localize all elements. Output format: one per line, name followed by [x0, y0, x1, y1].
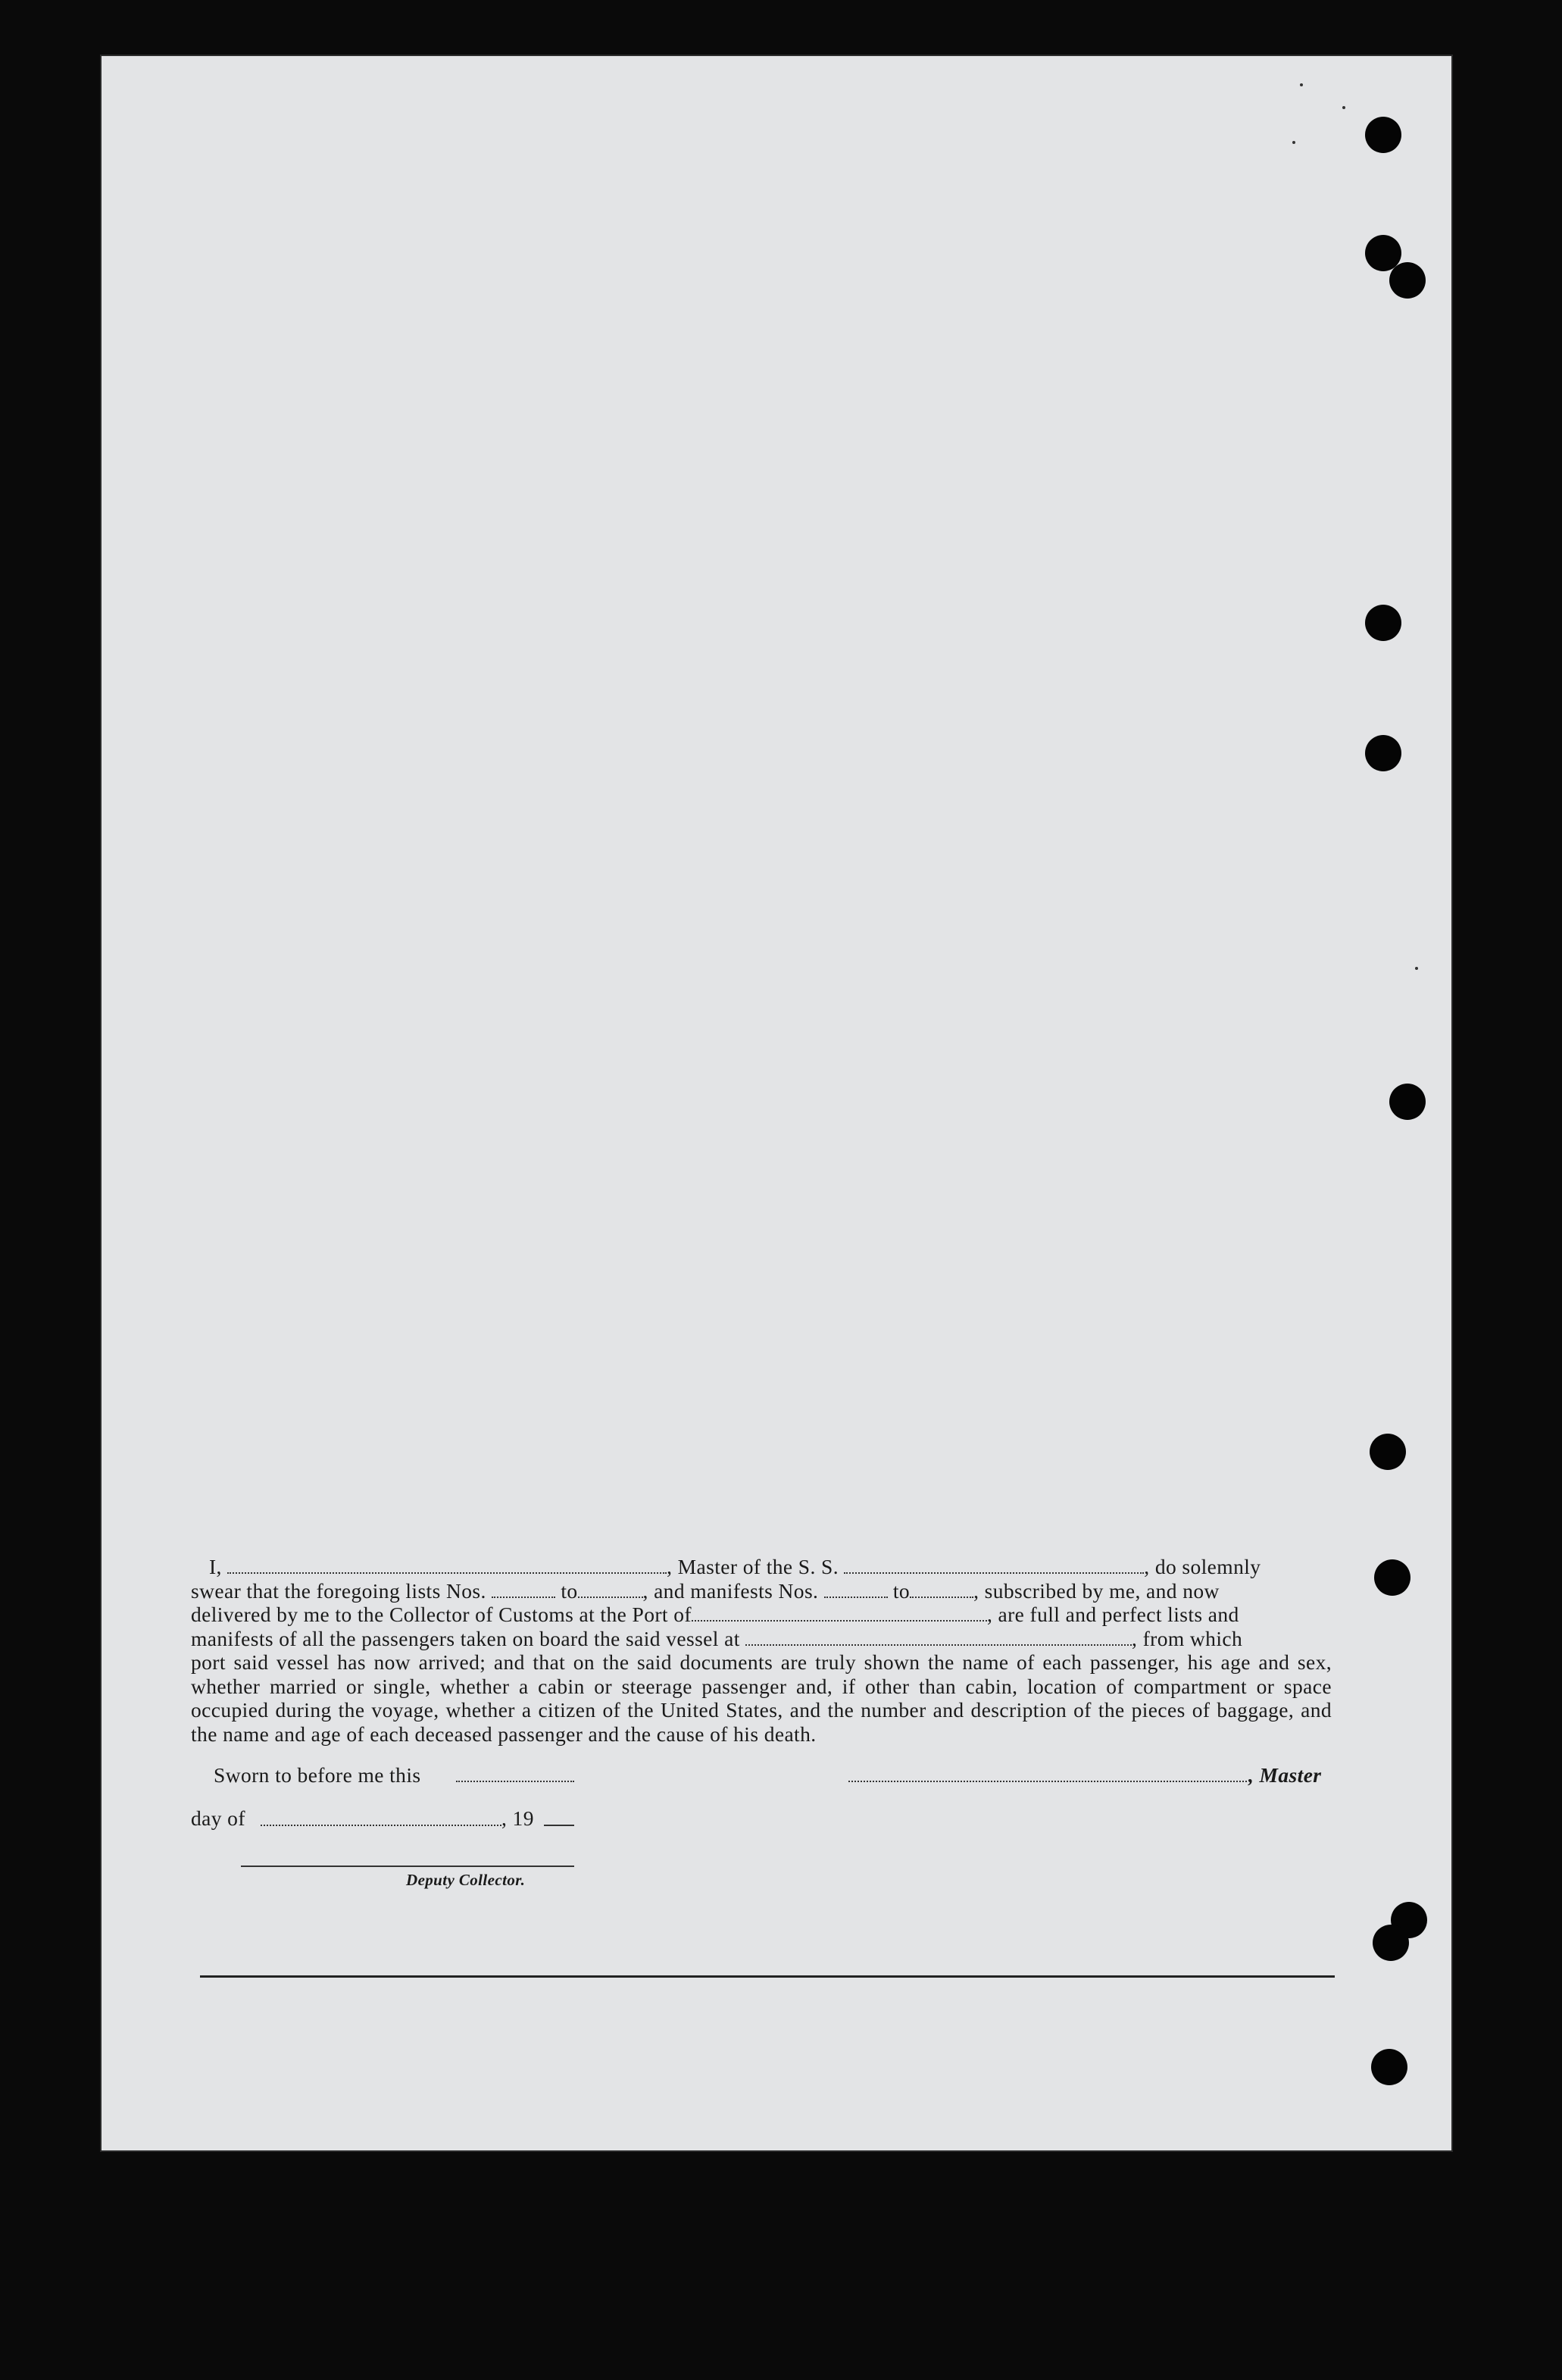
lists-to-field[interactable]	[578, 1581, 643, 1598]
to-text: to	[892, 1578, 911, 1603]
punch-hole	[1365, 117, 1401, 153]
delivered-text: delivered by me to the Collector of Customs at the Port of	[191, 1603, 692, 1626]
punch-hole	[1371, 2049, 1407, 2085]
oath-line-3	[191, 1603, 1332, 1627]
and-manifests-text: , and manifests Nos.	[642, 1578, 819, 1603]
master-of-ss-text: , Master of the S. S.	[667, 1555, 839, 1578]
solemnly-text: , do solemnly	[1144, 1555, 1261, 1578]
swear-text: swear that the foregoing lists Nos.	[191, 1578, 486, 1603]
manifests-text: manifests of all the passengers taken on board the said vessel at	[191, 1626, 740, 1650]
punch-hole	[1370, 1434, 1406, 1470]
sworn-day-field[interactable]	[456, 1781, 574, 1782]
deputy-collector-text: Deputy Collector.	[406, 1871, 526, 1889]
deputy-collector-label	[406, 1871, 525, 1890]
oath-body-text: port said vessel has now arrived; and that on the said documents are truly shown the name of each passenger, his age and sex, whether married or single, whether a cabin or steerage passenger and, if other than cabin, location of compartment or space occupied during the voyage, whether a citizen of the United States, and the number and description of the pieces of baggage, and the name and age of each deceased passenger and the cause of his death.	[191, 1650, 1332, 1746]
month-field[interactable]	[261, 1825, 501, 1826]
oath-line-1	[191, 1555, 1332, 1579]
port-field[interactable]	[692, 1605, 987, 1622]
oath-paragraph	[191, 1555, 1332, 1746]
subscribed-text: , subscribed by me, and now	[973, 1578, 1220, 1603]
master-name-field[interactable]	[227, 1557, 667, 1574]
paper-speck	[1415, 967, 1418, 970]
oath-line-4	[191, 1627, 1332, 1651]
to-text: to	[561, 1578, 578, 1603]
manifest-page	[102, 56, 1451, 2150]
boarding-port-field[interactable]	[745, 1629, 1132, 1646]
sworn-label	[214, 1763, 420, 1787]
master-label-text: , Master	[1248, 1763, 1322, 1787]
punch-hole	[1365, 735, 1401, 771]
day-of-label	[191, 1806, 245, 1831]
oath-line-2	[191, 1579, 1332, 1603]
from-which-text: , from which	[1132, 1626, 1243, 1650]
year-field[interactable]	[544, 1825, 574, 1826]
full-perfect-text: , are full and perfect lists and	[986, 1603, 1239, 1626]
deputy-signature-field[interactable]	[241, 1866, 574, 1867]
punch-hole	[1365, 605, 1401, 641]
vessel-name-field[interactable]	[844, 1557, 1144, 1574]
bottom-rule	[200, 1975, 1335, 1978]
paper-speck	[1300, 83, 1303, 86]
sworn-text: Sworn to before me this	[214, 1763, 421, 1787]
master-signature-field[interactable]	[848, 1781, 1247, 1782]
oath-intro-text: I,	[209, 1555, 222, 1578]
year-prefix-text: , 19	[501, 1806, 534, 1830]
day-of-text: day of	[191, 1806, 245, 1830]
manifests-from-field[interactable]	[824, 1581, 888, 1598]
punch-hole	[1374, 1559, 1410, 1596]
punch-hole	[1389, 262, 1426, 299]
paper-speck	[1292, 141, 1295, 144]
manifests-to-field[interactable]	[910, 1581, 973, 1598]
punch-hole	[1389, 1084, 1426, 1120]
lists-from-field[interactable]	[492, 1581, 555, 1598]
punch-hole	[1373, 1925, 1409, 1961]
year-label	[501, 1806, 534, 1831]
master-label	[1248, 1763, 1321, 1787]
paper-speck	[1342, 106, 1345, 109]
